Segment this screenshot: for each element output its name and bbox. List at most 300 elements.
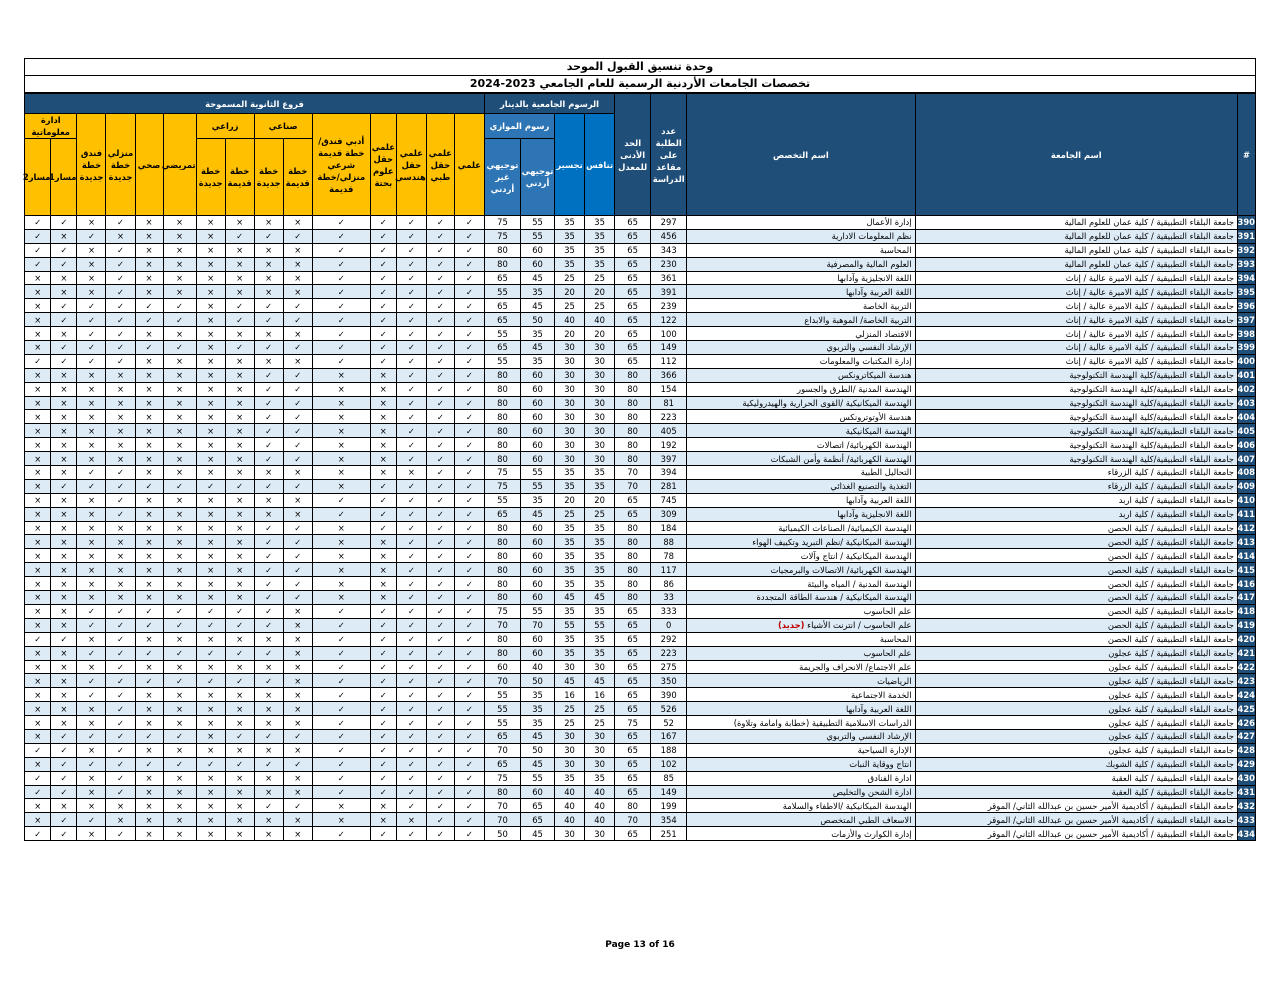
branch-flag-cell: ✓ xyxy=(106,354,135,368)
branch-flag-cell: ✓ xyxy=(312,743,370,757)
branch-flag-cell: × xyxy=(196,743,225,757)
branch-flag-cell: ✓ xyxy=(370,229,396,243)
branch-flag-cell: × xyxy=(51,577,77,591)
branch-flag-cell: ✓ xyxy=(396,771,426,785)
branch-flag-cell: × xyxy=(25,716,51,730)
branch-flag-cell: × xyxy=(225,688,254,702)
bridging-fee-cell: 30 xyxy=(555,729,585,743)
seats-cell: 354 xyxy=(651,813,687,827)
university-cell: جامعة البلقاء التطبيقية / كلية الحصن xyxy=(915,591,1237,605)
row-number: 395 xyxy=(1237,286,1255,297)
bridging-fee-cell: 25 xyxy=(555,271,585,285)
university-cell: جامعة البلقاء التطبيقية / كلية الزرقاء xyxy=(915,479,1237,493)
branch-flag-cell: × xyxy=(51,799,77,813)
university-cell: جامعة البلقاء التطبيقية / كلية عجلون xyxy=(915,646,1237,660)
competition-fee-cell: 30 xyxy=(585,382,615,396)
branch-flag-cell: × xyxy=(254,507,283,521)
branch-flag-cell: ✓ xyxy=(312,257,370,271)
min-average-cell: 65 xyxy=(615,243,651,257)
tawjihi-jordanian-fee-cell: 45 xyxy=(521,827,555,841)
branch-flag-cell: ✓ xyxy=(454,688,484,702)
tawjihi-non-jordanian-fee-cell: 55 xyxy=(484,354,520,368)
tawjihi-non-jordanian-fee-cell: 70 xyxy=(484,618,520,632)
row-number: 396 xyxy=(1237,300,1255,311)
university-cell: جامعة البلقاء التطبيقية / كلية الشوبك xyxy=(915,757,1237,771)
bridging-fee-cell: 30 xyxy=(555,341,585,355)
specialization-name: التربية الخاصة/ الموهبة والابداع xyxy=(804,314,912,325)
min-average-cell: 80 xyxy=(615,410,651,424)
branch-flag-cell: ✓ xyxy=(163,729,196,743)
branch-flag-cell: ✓ xyxy=(51,757,77,771)
branch-flag-cell: ✓ xyxy=(106,729,135,743)
university-cell: جامعة البلقاء التطبيقية / كلية الزرقاء xyxy=(915,466,1237,480)
competition-fee-cell: 35 xyxy=(585,535,615,549)
branch-flag-cell: × xyxy=(163,660,196,674)
branch-flag-cell: × xyxy=(254,285,283,299)
branch-flag-cell: × xyxy=(254,257,283,271)
competition-fee-cell: 30 xyxy=(585,438,615,452)
branch-flag-cell: × xyxy=(196,716,225,730)
branch-flag-cell: × xyxy=(51,452,77,466)
competition-fee-cell: 40 xyxy=(585,313,615,327)
branch-flag-cell: ✓ xyxy=(283,438,312,452)
branch-flag-cell: × xyxy=(51,327,77,341)
branch-flag-cell: ✓ xyxy=(396,424,426,438)
tawjihi-non-jordanian-fee-cell: 65 xyxy=(484,507,520,521)
branch-flag-cell: ✓ xyxy=(51,257,77,271)
branch-flag-cell: ✓ xyxy=(312,632,370,646)
branch-flag-cell: × xyxy=(163,563,196,577)
branch-flag-cell: ✓ xyxy=(454,479,484,493)
specialization-cell xyxy=(687,313,915,327)
competition-fee-cell: 35 xyxy=(585,771,615,785)
branch-flag-cell: ✓ xyxy=(77,327,106,341)
branch-flag-cell: ✓ xyxy=(454,702,484,716)
col-engineering: علمي حقل هندسي xyxy=(396,114,426,216)
branch-flag-cell: ✓ xyxy=(426,368,454,382)
tawjihi-jordanian-fee-cell: 35 xyxy=(521,327,555,341)
competition-fee-cell: 35 xyxy=(585,604,615,618)
table-row xyxy=(25,341,1256,355)
branch-flag-cell: ✓ xyxy=(426,493,454,507)
branch-flag-cell: ✓ xyxy=(283,799,312,813)
competition-fee-cell: 30 xyxy=(585,396,615,410)
branch-flag-cell: × xyxy=(77,591,106,605)
branch-flag-cell: × xyxy=(283,271,312,285)
bridging-fee-cell: 35 xyxy=(555,479,585,493)
branch-flag-cell: × xyxy=(196,591,225,605)
branch-flag-cell: × xyxy=(254,785,283,799)
specialization-cell xyxy=(687,452,915,466)
branch-flag-cell: × xyxy=(196,299,225,313)
branch-flag-cell: × xyxy=(283,771,312,785)
branch-flag-cell: ✓ xyxy=(254,757,283,771)
branch-flag-cell: × xyxy=(25,813,51,827)
min-average-cell: 65 xyxy=(615,229,651,243)
bridging-fee-cell: 35 xyxy=(555,243,585,257)
specialization-cell xyxy=(687,341,915,355)
branch-flag-cell: ✓ xyxy=(106,341,135,355)
university-cell: جامعة البلقاء التطبيقية / كلية الاميرة عالية / إناث xyxy=(915,313,1237,327)
seats-cell: 405 xyxy=(651,424,687,438)
row-number: 416 xyxy=(1237,578,1255,589)
tawjihi-non-jordanian-fee-cell: 80 xyxy=(484,785,520,799)
branch-flag-cell: ✓ xyxy=(254,452,283,466)
branch-flag-cell: × xyxy=(283,827,312,841)
row-number: 399 xyxy=(1237,342,1255,353)
min-average-cell: 65 xyxy=(615,327,651,341)
table-row xyxy=(25,299,1256,313)
branch-flag-cell: × xyxy=(135,285,163,299)
branch-flag-cell: ✓ xyxy=(370,216,396,230)
specialization-cell xyxy=(687,591,915,605)
specialization-name: علم الاجتماع/ الانحراف والجريمة xyxy=(799,661,912,672)
university-cell: جامعة البلقاء التطبيقية / كلية عجلون xyxy=(915,660,1237,674)
specialization-cell xyxy=(687,521,915,535)
tawjihi-non-jordanian-fee-cell: 80 xyxy=(484,243,520,257)
branch-flag-cell: ✓ xyxy=(25,257,51,271)
branch-flag-cell: × xyxy=(163,271,196,285)
tawjihi-non-jordanian-fee-cell: 75 xyxy=(484,479,520,493)
branch-flag-cell: ✓ xyxy=(454,216,484,230)
university-cell: جامعة البلقاء التطبيقية / كلية الحصن xyxy=(915,563,1237,577)
branch-flag-cell: × xyxy=(225,243,254,257)
branch-flag-cell: ✓ xyxy=(51,771,77,785)
branch-flag-cell: ✓ xyxy=(370,271,396,285)
branch-flag-cell: ✓ xyxy=(283,535,312,549)
tawjihi-jordanian-fee-cell: 35 xyxy=(521,493,555,507)
table-row xyxy=(25,632,1256,646)
table-row xyxy=(25,438,1256,452)
min-average-cell: 80 xyxy=(615,452,651,466)
branch-flag-cell: ✓ xyxy=(283,563,312,577)
branch-flag-cell: ✓ xyxy=(77,341,106,355)
seats-cell: 33 xyxy=(651,591,687,605)
branch-flag-cell: ✓ xyxy=(396,688,426,702)
tawjihi-jordanian-fee-cell: 65 xyxy=(521,799,555,813)
branch-flag-cell: ✓ xyxy=(283,368,312,382)
branch-flag-cell: ✓ xyxy=(51,313,77,327)
branch-flag-cell: × xyxy=(196,771,225,785)
table-row xyxy=(25,271,1256,285)
specialization-name: انتاج ووقاية النبات xyxy=(849,759,912,770)
bridging-fee-cell: 40 xyxy=(555,813,585,827)
branch-flag-cell: ✓ xyxy=(196,757,225,771)
seats-cell: 149 xyxy=(651,785,687,799)
branch-flag-cell: × xyxy=(25,438,51,452)
branch-flag-cell: ✓ xyxy=(254,410,283,424)
tawjihi-jordanian-fee-cell: 35 xyxy=(521,354,555,368)
university-cell: جامعة البلقاء التطبيقية / كلية العقبة xyxy=(915,785,1237,799)
branch-flag-cell: ✓ xyxy=(426,271,454,285)
branch-flag-cell: ✓ xyxy=(225,313,254,327)
branch-flag-cell: ✓ xyxy=(396,729,426,743)
tawjihi-jordanian-fee-cell: 55 xyxy=(521,229,555,243)
seats-cell: 223 xyxy=(651,410,687,424)
branch-flag-cell: ✓ xyxy=(106,702,135,716)
specialization-cell xyxy=(687,757,915,771)
table-row xyxy=(25,729,1256,743)
branch-flag-cell: ✓ xyxy=(454,382,484,396)
competition-fee-cell: 30 xyxy=(585,743,615,757)
tawjihi-non-jordanian-fee-cell: 75 xyxy=(484,216,520,230)
branch-flag-cell: × xyxy=(77,521,106,535)
branch-flag-cell: ✓ xyxy=(283,729,312,743)
spreadsheet xyxy=(24,58,1256,841)
branch-flag-cell: × xyxy=(135,632,163,646)
branch-flag-cell: ✓ xyxy=(396,507,426,521)
specialization-name: ادارة الفنادق xyxy=(867,773,912,784)
branch-flag-cell: ✓ xyxy=(312,354,370,368)
table-body xyxy=(25,216,1256,841)
specialization-name: علم الحاسوب / انترنت الأشياء xyxy=(807,620,912,631)
branch-flag-cell: × xyxy=(196,452,225,466)
tawjihi-non-jordanian-fee-cell: 80 xyxy=(484,382,520,396)
branch-flag-cell: ✓ xyxy=(426,327,454,341)
branch-flag-cell: × xyxy=(254,216,283,230)
branch-flag-cell: × xyxy=(196,702,225,716)
branch-flag-cell: × xyxy=(163,591,196,605)
university-cell: جامعة البلقاء التطبيقية / كلية الحصن xyxy=(915,521,1237,535)
branch-flag-cell: ✓ xyxy=(454,285,484,299)
branch-flag-cell: ✓ xyxy=(106,632,135,646)
specializations-table xyxy=(24,93,1256,841)
branch-flag-cell: × xyxy=(25,368,51,382)
university-cell: جامعة البلقاء التطبيقية / كلية عجلون xyxy=(915,702,1237,716)
row-number: 390 xyxy=(1237,217,1255,228)
branch-flag-cell: × xyxy=(312,382,370,396)
tawjihi-non-jordanian-fee-cell: 55 xyxy=(484,493,520,507)
branch-flag-cell: × xyxy=(135,229,163,243)
branch-flag-cell: ✓ xyxy=(163,479,196,493)
branch-flag-cell: ✓ xyxy=(454,410,484,424)
branch-flag-cell: × xyxy=(370,410,396,424)
branch-flag-cell: × xyxy=(51,549,77,563)
branch-flag-cell: × xyxy=(135,549,163,563)
row-number: 418 xyxy=(1237,606,1255,617)
bridging-fee-cell: 35 xyxy=(555,466,585,480)
table-row xyxy=(25,591,1256,605)
seats-cell: 117 xyxy=(651,563,687,577)
branch-flag-cell: ✓ xyxy=(426,549,454,563)
branch-flag-cell: × xyxy=(225,271,254,285)
table-row xyxy=(25,577,1256,591)
branch-flag-cell: × xyxy=(106,410,135,424)
branch-flag-cell: ✓ xyxy=(77,674,106,688)
table-row xyxy=(25,507,1256,521)
specialization-name: علم الحاسوب xyxy=(863,648,912,659)
branch-flag-cell: × xyxy=(312,424,370,438)
branch-flag-cell: × xyxy=(163,452,196,466)
seats-cell: 149 xyxy=(651,341,687,355)
branch-flag-cell: × xyxy=(196,424,225,438)
branch-flag-cell: ✓ xyxy=(370,660,396,674)
competition-fee-cell: 30 xyxy=(585,424,615,438)
tawjihi-non-jordanian-fee-cell: 75 xyxy=(484,466,520,480)
branch-flag-cell: ✓ xyxy=(396,299,426,313)
branch-flag-cell: × xyxy=(163,368,196,382)
branch-flag-cell: ✓ xyxy=(254,729,283,743)
branch-flag-cell: × xyxy=(370,549,396,563)
branch-flag-cell: × xyxy=(196,535,225,549)
branch-flag-cell: × xyxy=(312,410,370,424)
branch-flag-cell: × xyxy=(25,396,51,410)
specialization-name: إدارة الأعمال xyxy=(866,217,912,228)
branch-flag-cell: ✓ xyxy=(254,799,283,813)
branch-flag-cell: × xyxy=(77,799,106,813)
specialization-cell xyxy=(687,563,915,577)
branch-flag-cell: × xyxy=(225,354,254,368)
university-cell: جامعة البلقاء التطبيقية / كلية عمان للعلوم المالية xyxy=(915,216,1237,230)
specialization-cell xyxy=(687,271,915,285)
row-number: 414 xyxy=(1237,550,1255,561)
branch-flag-cell: × xyxy=(163,771,196,785)
specialization-name: الهندسة الميكانيكية /نظم التبريد وتكييف الهواء xyxy=(752,536,912,547)
branch-flag-cell: ✓ xyxy=(396,257,426,271)
university-cell: جامعة البلقاء التطبيقية / أكاديمية الأمير حسين بن عبدالله الثاني/ الموقر xyxy=(915,813,1237,827)
branch-flag-cell: × xyxy=(51,493,77,507)
row-number: 391 xyxy=(1237,231,1255,242)
branch-flag-cell: × xyxy=(370,396,396,410)
competition-fee-cell: 35 xyxy=(585,466,615,480)
branch-flag-cell: × xyxy=(225,702,254,716)
col-tawjihi-non-jordanian: توجيهي غير أردني xyxy=(484,139,520,216)
branch-flag-cell: ✓ xyxy=(312,757,370,771)
row-number: 423 xyxy=(1237,675,1255,686)
specialization-cell xyxy=(687,549,915,563)
university-cell: جامعة البلقاء التطبيقية / كلية الاميرة عالية / إناث xyxy=(915,271,1237,285)
competition-fee-cell: 35 xyxy=(585,563,615,577)
branch-flag-cell: × xyxy=(225,257,254,271)
branch-flag-cell: × xyxy=(196,243,225,257)
branch-flag-cell: ✓ xyxy=(454,299,484,313)
bridging-fee-cell: 16 xyxy=(555,688,585,702)
table-row xyxy=(25,313,1256,327)
branch-flag-cell: × xyxy=(163,743,196,757)
branch-flag-cell: × xyxy=(254,771,283,785)
row-number: 433 xyxy=(1237,814,1255,825)
branch-flag-cell: × xyxy=(77,382,106,396)
branch-flag-cell: × xyxy=(106,813,135,827)
branch-flag-cell: × xyxy=(135,688,163,702)
university-cell: جامعة البلقاء التطبيقية/كلية الهندسة التكنولوجية xyxy=(915,396,1237,410)
branch-flag-cell: × xyxy=(163,216,196,230)
branch-flag-cell: ✓ xyxy=(396,549,426,563)
branch-flag-cell: ✓ xyxy=(426,591,454,605)
branch-flag-cell: × xyxy=(25,688,51,702)
branch-flag-cell: × xyxy=(106,535,135,549)
branch-flag-cell: ✓ xyxy=(454,466,484,480)
tawjihi-non-jordanian-fee-cell: 65 xyxy=(484,271,520,285)
table-row xyxy=(25,716,1256,730)
row-number: 405 xyxy=(1237,425,1255,436)
table-row xyxy=(25,229,1256,243)
university-cell: جامعة البلقاء التطبيقية / كلية اربد xyxy=(915,507,1237,521)
branch-flag-cell: ✓ xyxy=(312,229,370,243)
branch-flag-cell: ✓ xyxy=(426,466,454,480)
min-average-cell: 75 xyxy=(615,716,651,730)
tawjihi-jordanian-fee-cell: 60 xyxy=(521,632,555,646)
branch-flag-cell: ✓ xyxy=(283,424,312,438)
branch-flag-cell: × xyxy=(135,813,163,827)
branch-flag-cell: × xyxy=(312,799,370,813)
tawjihi-jordanian-fee-cell: 60 xyxy=(521,535,555,549)
bridging-fee-cell: 30 xyxy=(555,743,585,757)
branch-flag-cell: ✓ xyxy=(254,577,283,591)
bridging-fee-cell: 25 xyxy=(555,702,585,716)
competition-fee-cell: 25 xyxy=(585,507,615,521)
branch-flag-cell: × xyxy=(163,688,196,702)
branch-flag-cell: × xyxy=(254,827,283,841)
branch-flag-cell: ✓ xyxy=(163,604,196,618)
branch-flag-cell: × xyxy=(225,216,254,230)
branch-flag-cell: ✓ xyxy=(196,479,225,493)
specialization-name: نظم المعلومات الادارية xyxy=(831,231,912,242)
row-number: 397 xyxy=(1237,314,1255,325)
branch-flag-cell: × xyxy=(106,382,135,396)
branch-flag-cell: × xyxy=(77,535,106,549)
branch-flag-cell: ✓ xyxy=(135,729,163,743)
branch-flag-cell: ✓ xyxy=(396,604,426,618)
branch-flag-cell: ✓ xyxy=(370,354,396,368)
branch-flag-cell: × xyxy=(77,771,106,785)
branch-flag-cell: × xyxy=(283,507,312,521)
branch-flag-cell: ✓ xyxy=(370,757,396,771)
branch-flag-cell: ✓ xyxy=(51,341,77,355)
branch-flag-cell: × xyxy=(196,257,225,271)
branch-flag-cell: × xyxy=(283,688,312,702)
tawjihi-jordanian-fee-cell: 60 xyxy=(521,382,555,396)
branch-flag-cell: ✓ xyxy=(370,729,396,743)
tawjihi-jordanian-fee-cell: 60 xyxy=(521,452,555,466)
branch-flag-cell: × xyxy=(163,813,196,827)
seats-cell: 394 xyxy=(651,466,687,480)
branch-flag-cell: × xyxy=(254,243,283,257)
branch-flag-cell: × xyxy=(225,716,254,730)
branch-flag-cell: ✓ xyxy=(225,646,254,660)
branch-flag-cell: × xyxy=(25,729,51,743)
branch-flag-cell: ✓ xyxy=(426,452,454,466)
row-number: 392 xyxy=(1237,245,1255,256)
branch-flag-cell: ✓ xyxy=(106,646,135,660)
branch-flag-cell: ✓ xyxy=(77,229,106,243)
branch-flag-cell: ✓ xyxy=(283,549,312,563)
branch-flag-cell: × xyxy=(163,716,196,730)
branch-flag-cell: ✓ xyxy=(77,618,106,632)
branch-flag-cell: × xyxy=(106,591,135,605)
branch-flag-cell: ✓ xyxy=(254,396,283,410)
branch-flag-cell: × xyxy=(370,424,396,438)
row-number: 403 xyxy=(1237,398,1255,409)
branch-flag-cell: × xyxy=(254,466,283,480)
branch-flag-cell: × xyxy=(135,368,163,382)
branch-flag-cell: ✓ xyxy=(135,674,163,688)
competition-fee-cell: 30 xyxy=(585,368,615,382)
branch-flag-cell: ✓ xyxy=(283,577,312,591)
branch-flag-cell: × xyxy=(163,521,196,535)
branch-flag-cell: ✓ xyxy=(370,507,396,521)
table-row xyxy=(25,674,1256,688)
tawjihi-non-jordanian-fee-cell: 80 xyxy=(484,591,520,605)
branch-flag-cell: × xyxy=(163,632,196,646)
branch-flag-cell: ✓ xyxy=(426,229,454,243)
branch-flag-cell: × xyxy=(25,757,51,771)
table-row xyxy=(25,646,1256,660)
specialization-cell xyxy=(687,716,915,730)
specialization-name: الدراسات الاسلامية التطبيقية (خطابة وامامة وتلاوة) xyxy=(733,717,912,728)
specialization-name: الاقتصاد المنزلي xyxy=(855,328,912,339)
tawjihi-jordanian-fee-cell: 50 xyxy=(521,743,555,757)
